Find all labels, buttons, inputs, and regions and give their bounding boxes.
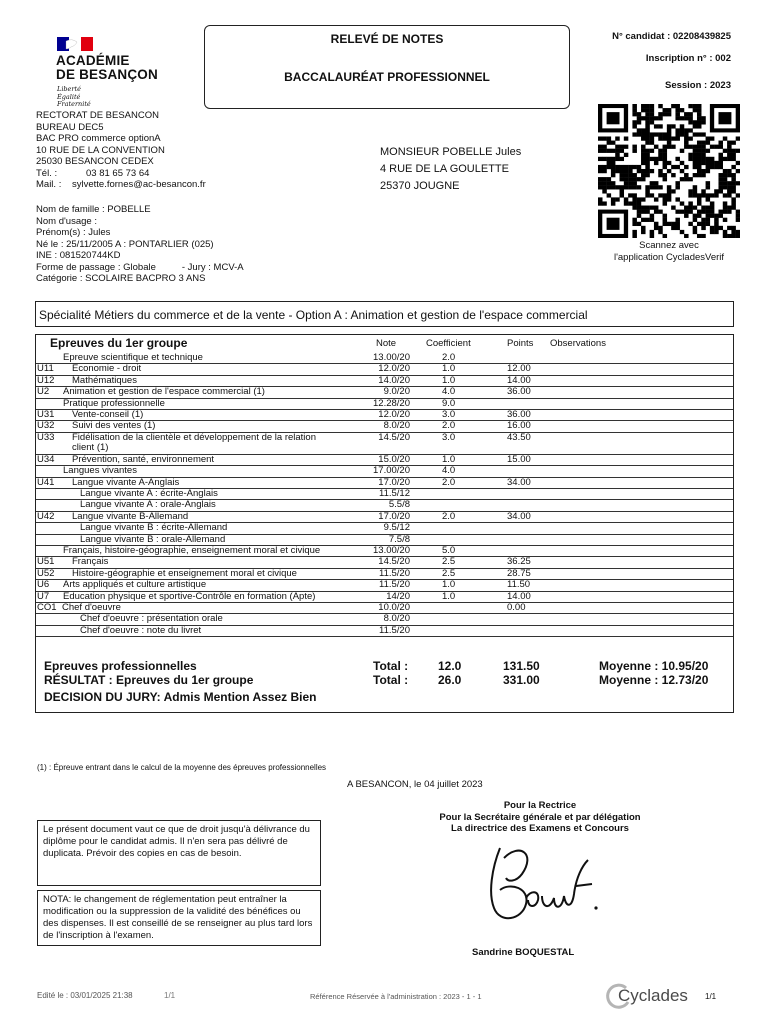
row-code: U51 xyxy=(37,556,55,568)
row-note: 14.5/20 xyxy=(378,556,410,568)
specialty-title: Spécialité Métiers du commerce et de la vente - Option A : Animation et gestion de l'espace commercial xyxy=(39,308,588,322)
edited-date: Edité le : 03/01/2025 21:38 xyxy=(37,991,133,1000)
column-header-coefficient: Coefficient xyxy=(426,338,471,349)
pro-points: 131.50 xyxy=(503,659,540,673)
grades-table xyxy=(36,335,733,655)
table-row xyxy=(36,433,733,455)
row-label-continuation: client (1) xyxy=(72,442,109,454)
row-label: Fidélisation de la clientèle et développement de la relation xyxy=(72,431,316,443)
republic-motto: Liberté Égalité Fraternité xyxy=(57,85,91,108)
row-code: U33 xyxy=(37,431,55,443)
row-coefficient: 2.0 xyxy=(442,352,456,363)
document-title-box xyxy=(204,25,570,109)
row-coefficient: 4.0 xyxy=(442,465,456,477)
row-label: Langue vivante A-Anglais xyxy=(72,476,180,488)
row-note: 17.0/20 xyxy=(378,476,410,488)
row-label: Mathématiques xyxy=(72,374,137,386)
row-coefficient: 5.0 xyxy=(442,545,456,556)
row-note: 9.5/12 xyxy=(383,522,410,534)
academy-name: ACADÉMIE DE BESANÇON xyxy=(56,53,158,82)
row-points: 0.00 xyxy=(507,602,526,613)
row-coefficient: 1.0 xyxy=(442,590,456,602)
table-row xyxy=(36,523,733,534)
row-label: Langue vivante B : écrite-Allemand xyxy=(80,522,228,534)
row-note: 14/20 xyxy=(386,590,410,602)
row-label: Arts appliqués et culture artistique xyxy=(63,579,207,591)
edited-page: 1/1 xyxy=(164,991,176,1000)
row-label: Langues vivantes xyxy=(63,465,137,477)
results-table-box xyxy=(35,334,734,713)
row-code: U12 xyxy=(37,374,55,386)
row-points: 11.50 xyxy=(507,579,531,591)
document-title: RELEVÉ DE NOTES xyxy=(330,32,444,46)
row-label: Prévention, santé, environnement xyxy=(72,453,215,465)
row-points: 36.25 xyxy=(507,556,531,568)
result-points: 331.00 xyxy=(503,673,540,687)
row-coefficient: 2.0 xyxy=(442,420,456,432)
qr-code-icon xyxy=(598,104,740,238)
row-note: 11.5/20 xyxy=(379,624,410,636)
candidate-number: N° candidat : 02208439825 xyxy=(612,31,731,42)
table-row xyxy=(36,580,733,591)
row-label: Histoire-géographie et enseignement moral et civique xyxy=(72,567,297,579)
column-header-points: Points xyxy=(507,338,534,349)
row-points: 28.75 xyxy=(507,567,531,579)
row-points: 15.00 xyxy=(507,453,531,465)
row-code: U34 xyxy=(37,453,55,465)
handwritten-signature-icon xyxy=(470,838,610,930)
row-code: CO1 xyxy=(37,602,57,613)
result-average: Moyenne : 12.73/20 xyxy=(599,673,709,687)
pro-total-label: Total : xyxy=(373,659,409,673)
row-coefficient: 2.5 xyxy=(442,567,456,579)
qr-caption: Scannez avec l'application CycladesVerif xyxy=(613,240,725,263)
row-label: Langue vivante B : orale-Allemand xyxy=(80,533,226,545)
table-row xyxy=(36,387,733,398)
row-coefficient: 4.0 xyxy=(442,386,456,398)
row-code: U32 xyxy=(37,420,55,432)
specialty-box xyxy=(35,301,734,327)
row-label: Langue vivante A : orale-Anglais xyxy=(80,499,216,511)
row-note: 11.5/20 xyxy=(379,579,410,591)
row-points: 36.00 xyxy=(507,386,531,398)
row-label: Chef d'oeuvre : présentation orale xyxy=(80,613,223,625)
row-coefficient: 2.0 xyxy=(442,510,456,522)
row-note: 10.0/20 xyxy=(378,602,410,613)
row-coefficient: 3.0 xyxy=(442,431,456,443)
regulation-notice: NOTA: le changement de réglementation peut entraîner la modification ou la suppression de la validité des bénéfices ou des dispenses. Il est conseillé de se renseigner au plus tard lors de l'inscription à l'examen. xyxy=(37,890,321,946)
row-note: 17.00/20 xyxy=(373,465,410,477)
row-label: Langue vivante A : écrite-Anglais xyxy=(80,488,218,499)
recipient-address: MONSIEUR POBELLE Jules 4 RUE DE LA GOULETTE 25370 JOUGNE xyxy=(380,146,522,192)
row-code: U2 xyxy=(37,386,50,398)
row-code: U41 xyxy=(37,476,55,488)
marianne-flag-icon xyxy=(57,37,93,51)
row-points: 12.00 xyxy=(507,363,531,375)
pro-average: Moyenne : 10.95/20 xyxy=(599,659,709,673)
row-coefficient: 1.0 xyxy=(442,363,456,375)
row-label: Français, histoire-géographie, enseignement moral et civique xyxy=(63,545,321,556)
jury-decision: DECISION DU JURY: Admis Mention Assez Bien xyxy=(44,690,317,704)
row-note: 8.0/20 xyxy=(383,613,410,625)
cyclades-logo xyxy=(604,982,704,1010)
pro-total: 12.0 xyxy=(438,659,462,673)
signatory-title: Pour la Rectrice Pour la Secrétaire générale et par délégation La directrice des Examens et Concours xyxy=(439,800,641,834)
row-note: 12.0/20 xyxy=(378,363,410,375)
row-coefficient: 1.0 xyxy=(442,453,456,465)
table-row xyxy=(36,466,733,477)
row-note: 8.0/20 xyxy=(383,420,410,432)
document-subtitle: BACCALAURÉAT PROFESSIONNEL xyxy=(284,70,490,84)
mail-link[interactable]: sylvette.fornes@ac-besancon.fr xyxy=(72,179,206,190)
row-label: Chef d'oeuvre xyxy=(62,602,121,613)
row-points: 43.50 xyxy=(507,431,531,443)
group-title: Epreuves du 1er groupe xyxy=(50,336,188,350)
row-coefficient: 1.0 xyxy=(442,374,456,386)
admin-reference: Référence Réservée à l'administration : 2023 - 1 - 1 xyxy=(310,992,482,1001)
row-note: 14.5/20 xyxy=(378,431,410,443)
row-note: 12.0/20 xyxy=(378,409,410,420)
row-points: 16.00 xyxy=(507,420,531,432)
summary-section xyxy=(36,657,733,712)
row-points: 14.00 xyxy=(507,374,531,386)
row-code: U52 xyxy=(37,567,55,579)
row-note: 5.5/8 xyxy=(388,499,410,511)
session: Session : 2023 xyxy=(664,80,731,91)
result-total-label: Total : xyxy=(373,673,409,687)
column-header-observations: Observations xyxy=(550,338,606,349)
row-label: Pratique professionnelle xyxy=(63,397,165,409)
row-note: 15.0/20 xyxy=(378,453,410,465)
row-note: 11.5/12 xyxy=(379,488,410,499)
row-points: 34.00 xyxy=(507,476,531,488)
row-note: 13.00/20 xyxy=(373,545,410,556)
row-note: 13.00/20 xyxy=(373,352,410,363)
result-label: RÉSULTAT : Epreuves du 1er groupe xyxy=(44,673,254,687)
row-coefficient: 1.0 xyxy=(442,579,456,591)
cyclades-brand: Cyclades xyxy=(618,986,688,1005)
result-total: 26.0 xyxy=(438,673,462,687)
row-coefficient: 9.0 xyxy=(442,397,456,409)
column-header-note: Note xyxy=(376,338,397,349)
row-note: 12.28/20 xyxy=(373,397,410,409)
row-code: U11 xyxy=(37,363,54,375)
page-number: 1/1 xyxy=(705,992,717,1001)
row-points: 36.00 xyxy=(507,409,531,420)
row-label: Economie - droit xyxy=(72,363,142,375)
row-label: Français xyxy=(72,556,109,568)
pro-label: Epreuves professionnelles xyxy=(44,659,197,673)
row-label: Vente-conseil (1) xyxy=(72,409,144,420)
table-row xyxy=(36,626,733,637)
row-coefficient: 3.0 xyxy=(442,409,456,420)
row-points: 14.00 xyxy=(507,590,531,602)
validity-notice: Le présent document vaut ce que de droit jusqu'à délivrance du diplôme pour le candidat admis. Il n'en sera pas délivré de duplicata. Prévoir des copies en cas de besoin. xyxy=(37,820,321,886)
row-label: Suivi des ventes (1) xyxy=(72,420,156,432)
row-code: U31 xyxy=(37,409,55,420)
row-coefficient: 2.0 xyxy=(442,476,456,488)
row-note: 7.5/8 xyxy=(388,533,410,545)
row-label: Animation et gestion de l'espace commercial (1) xyxy=(63,386,265,398)
row-label: Epreuve scientifique et technique xyxy=(63,352,203,363)
row-label: Education physique et sportive-Contrôle en formation (Apte) xyxy=(63,590,316,602)
inscription-number: Inscription n° : 002 xyxy=(645,53,731,64)
row-code: U6 xyxy=(37,579,50,591)
row-code: U42 xyxy=(37,510,55,522)
row-coefficient: 2.5 xyxy=(442,556,456,568)
row-code: U7 xyxy=(37,590,50,602)
row-points: 34.00 xyxy=(507,510,531,522)
row-note: 9.0/20 xyxy=(383,386,410,398)
sender-address: RECTORAT DE BESANCON BUREAU DEC5 BAC PRO commerce optionA 10 RUE DE LA CONVENTION 25030 BESANCON CEDEX Tél. : 03 81 65 73 64 Mail. : sylvette.fornes@ac-besancon.fr xyxy=(36,110,206,190)
footnote: (1) : Épreuve entrant dans le calcul de la moyenne des épreuves professionnelles xyxy=(37,763,327,772)
row-note: 11.5/20 xyxy=(379,567,410,579)
candidate-identity: Nom de famille : POBELLE Nom d'usage : Prénom(s) : Jules Né le : 25/11/2005 A : PONTARLIER (025) INE : 081520744KD Forme de passage : Globale - Jury : MCV-A Catégorie : SCOLAIRE BACPRO 3 ANS xyxy=(36,204,244,284)
row-label: Chef d'oeuvre : note du livret xyxy=(80,624,202,636)
row-label: Langue vivante B-Allemand xyxy=(72,510,189,522)
row-note: 17.0/20 xyxy=(378,510,410,522)
row-note: 14.0/20 xyxy=(378,374,410,386)
date-place: A BESANCON, le 04 juillet 2023 xyxy=(347,779,483,790)
signer-name: Sandrine BOQUESTAL xyxy=(472,947,575,958)
